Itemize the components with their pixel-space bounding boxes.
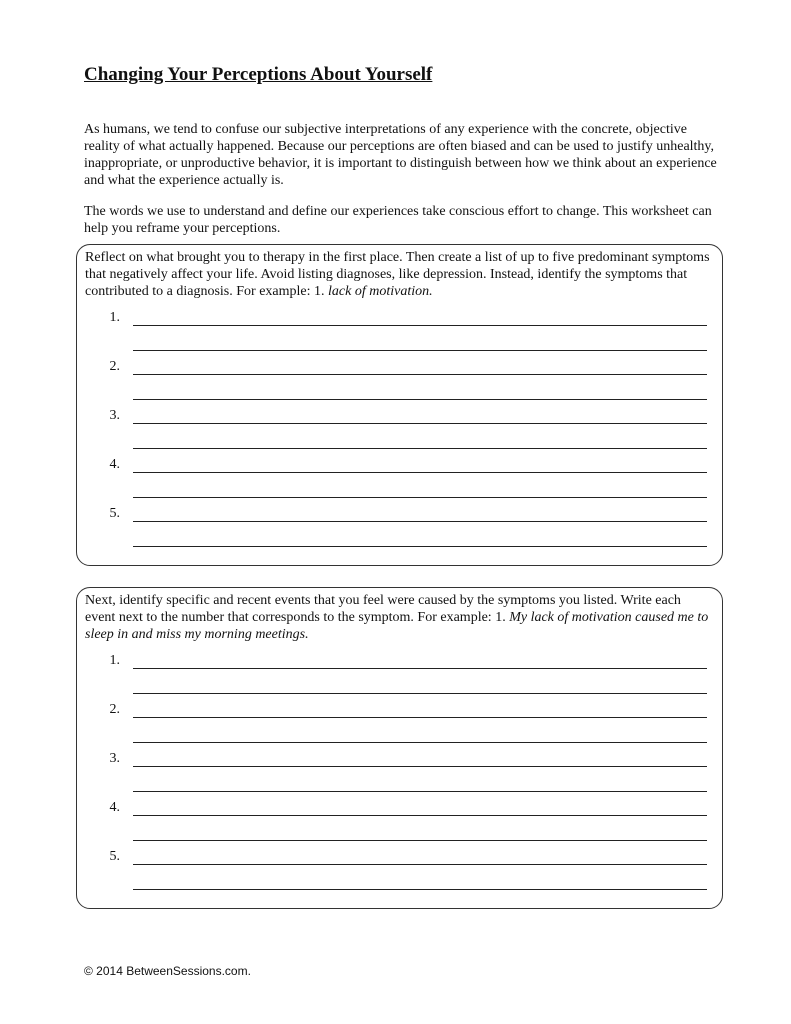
event-5-answer-line-2[interactable]	[133, 889, 707, 890]
events-instruction-text: Next, identify specific and recent events that you feel were caused by the symptoms you listed. Write each event next to the number that corresponds to the symptom. For example: 1.	[85, 593, 681, 625]
symptom-1-answer-line-2[interactable]	[133, 350, 707, 351]
event-5-answer-line-1[interactable]	[133, 864, 707, 865]
event-number-5: 5.	[109, 849, 120, 864]
events-section	[76, 587, 723, 909]
symptom-number-5: 5.	[109, 506, 120, 521]
event-2-answer-line-2[interactable]	[133, 742, 707, 743]
event-4-answer-line-1[interactable]	[133, 815, 707, 816]
symptoms-instruction-text: Reflect on what brought you to therapy in the first place. Then create a list of up to five predominant symptoms that negatively affect your life. Avoid listing diagnoses, like depression. Instead, identify the symptoms that contributed to a diagnosis. For example: 1.	[85, 250, 710, 299]
symptom-3-answer-line-1[interactable]	[133, 423, 707, 424]
symptom-2-answer-line-2[interactable]	[133, 399, 707, 400]
event-1-answer-line-1[interactable]	[133, 668, 707, 669]
symptom-1-answer-line-1[interactable]	[133, 325, 707, 326]
copyright-footer: © 2014 BetweenSessions.com.	[84, 964, 251, 978]
event-2-answer-line-1[interactable]	[133, 717, 707, 718]
symptom-number-1: 1.	[109, 310, 120, 325]
event-3-answer-line-2[interactable]	[133, 791, 707, 792]
event-number-2: 2.	[109, 702, 120, 717]
page-title: Changing Your Perceptions About Yourself	[84, 64, 433, 85]
intro-paragraph-1: As humans, we tend to confuse our subjective interpretations of any experience with the concrete, objective reality of what actually happened. Because our perceptions are often biased and can be used to justify unhealthy, inappropriate, or unproductive behavior, it is important to distinguish between how we think about an experience and what the experience actually is.	[84, 122, 717, 188]
symptoms-example: lack of motivation.	[328, 284, 433, 299]
event-1-answer-line-2[interactable]	[133, 693, 707, 694]
event-4-answer-line-2[interactable]	[133, 840, 707, 841]
symptoms-section	[76, 244, 723, 566]
event-number-4: 4.	[109, 800, 120, 815]
intro-paragraph-2: The words we use to understand and define our experiences take conscious effort to change. This worksheet can help you reframe your perceptions.	[84, 204, 712, 236]
events-example: My lack of motivation caused me to sleep in and miss my morning meetings.	[85, 610, 709, 642]
symptom-number-4: 4.	[109, 457, 120, 472]
event-number-3: 3.	[109, 751, 120, 766]
symptom-4-answer-line-1[interactable]	[133, 472, 707, 473]
symptom-5-answer-line-1[interactable]	[133, 521, 707, 522]
symptom-2-answer-line-1[interactable]	[133, 374, 707, 375]
symptom-5-answer-line-2[interactable]	[133, 546, 707, 547]
symptom-4-answer-line-2[interactable]	[133, 497, 707, 498]
symptom-3-answer-line-2[interactable]	[133, 448, 707, 449]
event-number-1: 1.	[109, 653, 120, 668]
events-instructions	[85, 592, 710, 643]
symptom-number-3: 3.	[109, 408, 120, 423]
event-3-answer-line-1[interactable]	[133, 766, 707, 767]
symptom-number-2: 2.	[109, 359, 120, 374]
symptoms-instructions	[85, 249, 710, 300]
